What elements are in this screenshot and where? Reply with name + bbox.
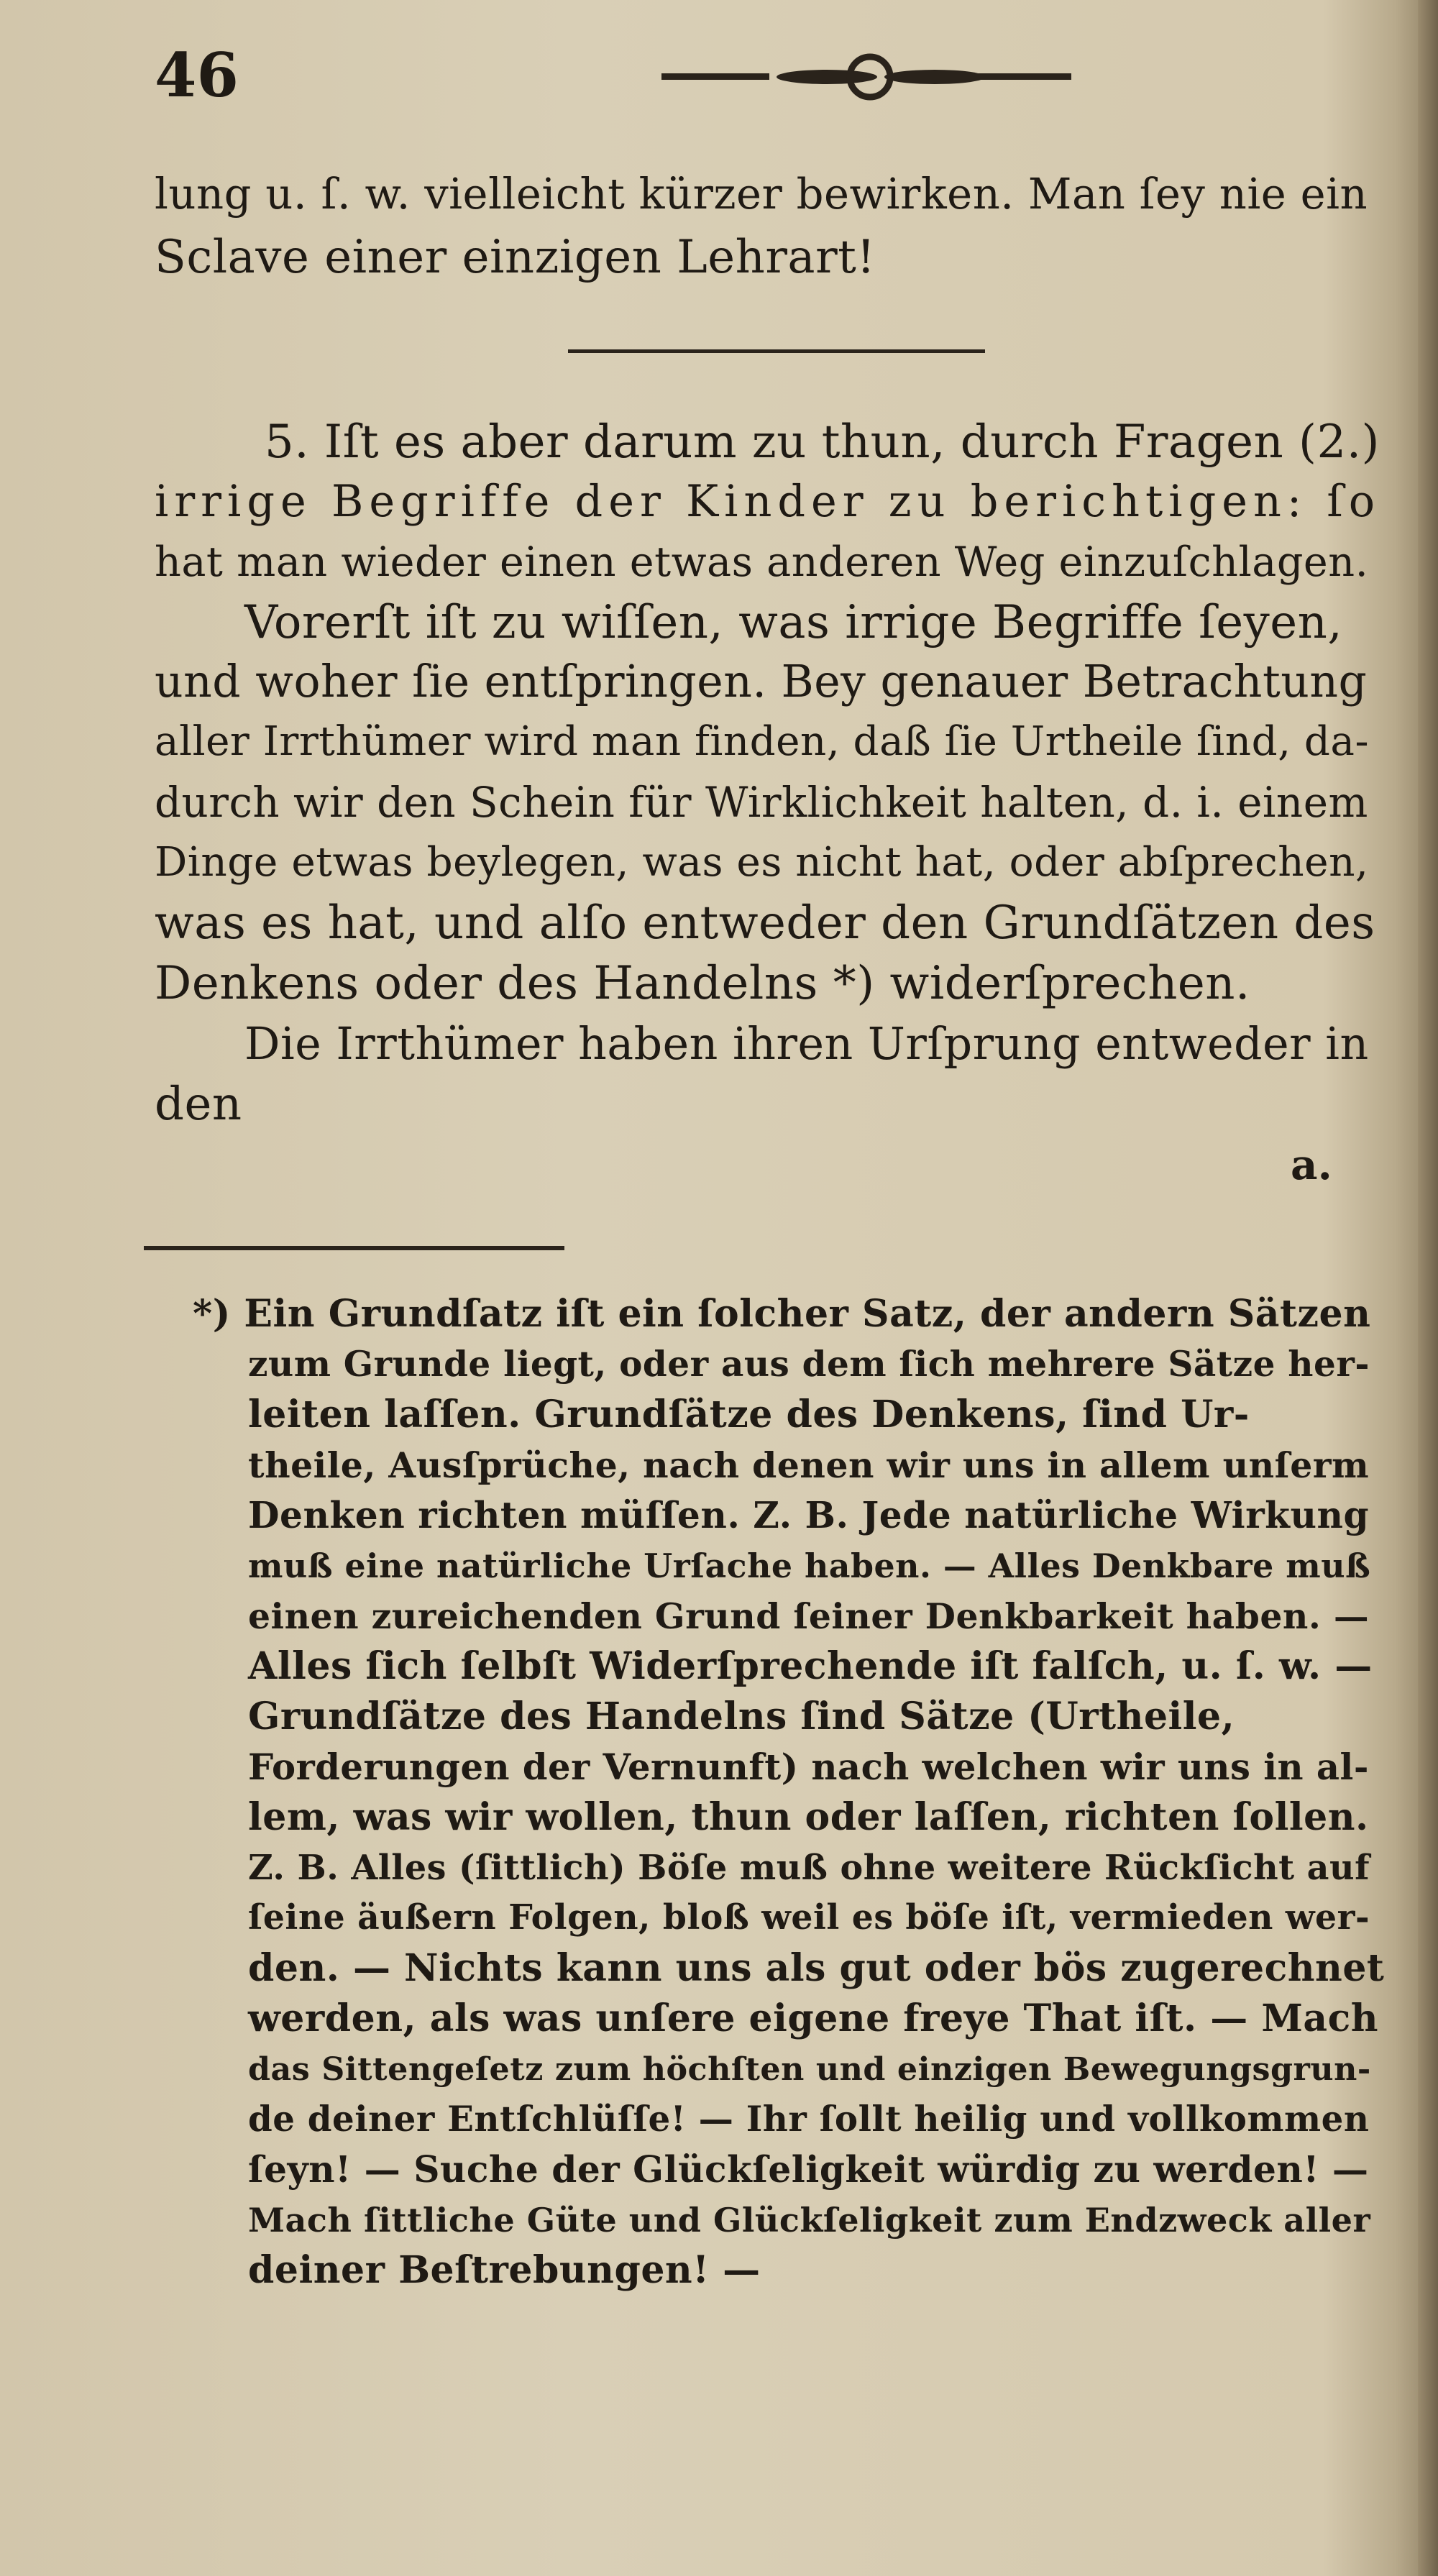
text-line: was es hat, und alſo entweder den Grundſätzen des <box>155 897 1375 950</box>
page-number: 46 <box>155 40 239 111</box>
footnote-line: Denken richten müſſen. Z. B. Jede natürliche Wirkung <box>248 1494 1370 1536</box>
page-edge <box>1418 0 1438 2576</box>
section-divider <box>568 349 985 353</box>
text-line: Sclave einer einzigen Lehrart! <box>155 231 876 284</box>
text-line: irrige Begriffe der Kinder zu berichtigen: ſo <box>155 477 1381 527</box>
footnote-line: de deiner Entſchlüſſe! — Ihr ſollt heilig und vollkommen <box>248 2099 1370 2140</box>
text-line: und woher ſie entſpringen. Bey genauer Betrachtung <box>155 656 1368 707</box>
page-header <box>155 36 1377 115</box>
footnote-line: muß eine natürliche Urſache haben. — Alles Denkbare muß <box>248 1546 1371 1585</box>
footnote-line: das Sittengeſetz zum höchſten und einzigen Bewegungsgrun- <box>248 2050 1371 2088</box>
footnote-line: theile, Ausſprüche, nach denen wir uns in allem unſerm <box>248 1444 1370 1486</box>
text-line: lung u. ſ. w. vielleicht kürzer bewirken. Man ſey nie ein <box>155 169 1368 219</box>
footnote-line: zum Grunde liegt, oder aus dem ſich mehrere Sätze her- <box>248 1344 1370 1385</box>
footnote-line: einen zureichenden Grund ſeiner Denkbarkeit haben. — <box>248 1595 1370 1637</box>
text-line: den <box>155 1078 242 1131</box>
header-ornament <box>661 52 1078 102</box>
footnote-line: den. — Nichts kann uns als gut oder bös zugerechnet <box>248 1946 1385 1990</box>
text-line: 5. Iſt es aber darum zu thun, durch Fragen (2.) <box>265 416 1380 469</box>
footnote-line: Forderungen der Vernunft) nach welchen wir uns in al- <box>248 1746 1369 1788</box>
footnote-line: ſeine äußern Folgen, bloß weil es böſe iſt, vermieden wer- <box>248 1898 1370 1938</box>
text-line: hat man wieder einen etwas anderen Weg einzuſchlagen. <box>155 538 1369 586</box>
footnote-line: werden, als was unſere eigene freye That iſt. — Mach <box>248 1997 1379 2040</box>
text-line: Vorerſt iſt zu wiſſen, was irrige Begriffe ſeyen, <box>244 596 1343 649</box>
footnote-line: Grundſätze des Handelns ſind Sätze (Urtheile, <box>248 1695 1235 1738</box>
footnote-line: *) Ein Grundſatz iſt ein ſolcher Satz, der andern Sätzen <box>193 1292 1371 1336</box>
footnote-line: Z. B. Alles (ſittlich) Böſe muß ohne weitere Rückſicht auf <box>248 1848 1370 1888</box>
signature-mark: a. <box>1291 1140 1332 1189</box>
footnote-line: lem, was wir wollen, thun oder laſſen, richten ſollen. <box>248 1795 1369 1839</box>
footnote-line: ſeyn! — Suche der Glückſeligkeit würdig zu werden! — <box>248 2148 1369 2191</box>
footnote-line: Alles ſich ſelbſt Widerſprechende iſt falſch, u. ſ. w. — <box>248 1644 1373 1688</box>
footnote-line: deiner Beſtrebungen! — <box>248 2248 761 2292</box>
footnote-divider <box>144 1246 564 1250</box>
text-line: durch wir den Schein für Wirklichkeit halten, d. i. einem <box>155 778 1368 827</box>
text-line: Die Irrthümer haben ihren Urſprung entweder in <box>244 1018 1369 1070</box>
footnote-line: Mach ſittliche Güte und Glückſeligkeit zum Endzweck aller <box>248 2201 1371 2240</box>
text-line: Denkens oder des Handelns *) widerſprechen. <box>155 957 1250 1010</box>
text-line: Dinge etwas beylegen, was es nicht hat, oder abſprechen, <box>155 839 1369 886</box>
footnote-line: leiten laſſen. Grundſätze des Denkens, ſind Ur- <box>248 1393 1250 1436</box>
text-line: aller Irrthümer wird man finden, daß ſie Urtheile ſind, da- <box>155 718 1370 765</box>
